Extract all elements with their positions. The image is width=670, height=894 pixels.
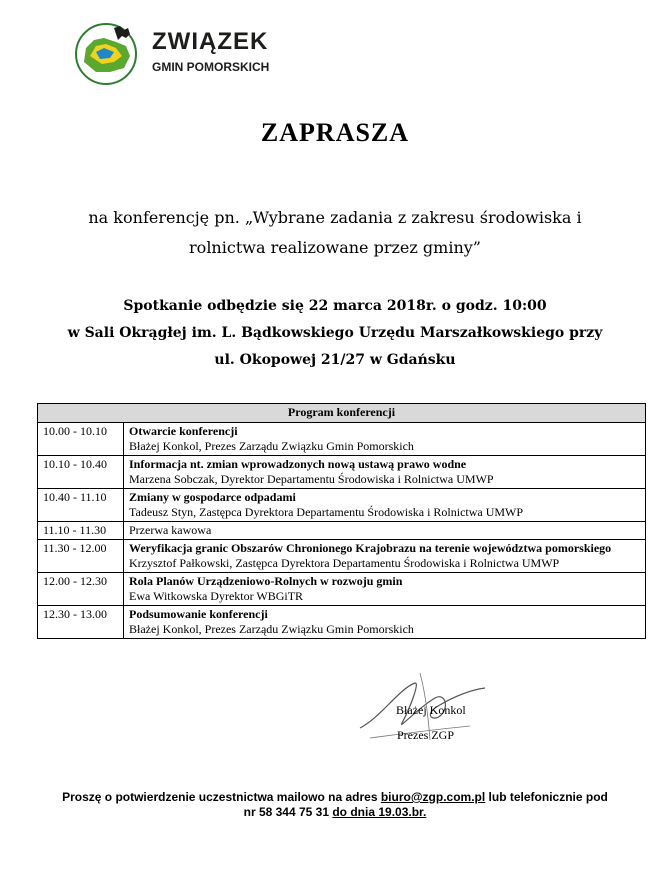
session-title: Otwarcie konferencji	[129, 424, 238, 438]
session-details	[124, 456, 646, 489]
session-details	[124, 522, 646, 540]
org-name-line1: ZWIĄZEK	[152, 28, 269, 55]
session-speaker: Błażej Konkol, Prezes Zarządu Związku Gmin Pomorskich	[129, 439, 414, 453]
session-speaker: Tadeusz Styn, Zastępca Dyrektora Departamentu Środowiska i Rolnictwa UMWP	[129, 505, 524, 519]
program-header: Program konferencji	[38, 404, 646, 423]
meeting-date: Spotkanie odbędzie się 22 marca 2018r. o godz. 10:00	[123, 298, 547, 314]
session-details	[124, 606, 646, 639]
meeting-address: ul. Okopowej 21/27 w Gdańsku	[214, 352, 456, 368]
session-speaker: Krzysztof Pałkowski, Zastępca Dyrektora Departamentu Środowiska i Rolnictwa UMWP	[129, 556, 560, 570]
program-header-row	[38, 404, 646, 423]
session-time: 12.30 - 13.00	[38, 606, 124, 639]
rsvp-line2	[0, 805, 670, 819]
table-row	[38, 522, 646, 540]
conference-name-line2: rolnictwa realizowane przez gminy”	[189, 238, 481, 257]
pomerania-map-griffin-icon	[72, 22, 152, 86]
session-speaker: Ewa Witkowska Dyrektor WBGiTR	[129, 589, 304, 603]
session-title: Rola Planów Urządzeniowo-Rolnych w rozwoju gmin	[129, 574, 403, 588]
session-title: Weryfikacja granic Obszarów Chronionego Krajobrazu na terenie województwa pomorskiego	[129, 541, 612, 555]
table-row	[38, 489, 646, 522]
session-time: 11.10 - 11.30	[38, 522, 124, 540]
session-details	[124, 489, 646, 522]
meeting-venue: w Sali Okrągłej im. L. Bądkowskiego Urzędu Marszałkowskiego przy	[67, 325, 603, 341]
session-details	[124, 423, 646, 456]
logo	[72, 22, 292, 86]
session-speaker: Marzena Sobczak, Dyrektor Departamentu Środowiska i Rolnictwa UMWP	[129, 472, 494, 486]
session-title: Zmiany w gospodarce odpadami	[129, 490, 296, 504]
table-row	[38, 573, 646, 606]
table-row	[38, 606, 646, 639]
session-speaker: Błażej Konkol, Prezes Zarządu Związku Gmin Pomorskich	[129, 622, 414, 636]
rsvp-text-phone: lub telefonicznie pod	[485, 790, 608, 804]
rsvp-deadline: do dnia 19.03.br.	[332, 805, 427, 819]
session-details	[124, 573, 646, 606]
session-time: 11.30 - 12.00	[38, 540, 124, 573]
session-time: 10.40 - 11.10	[38, 489, 124, 522]
program-table	[37, 403, 646, 639]
rsvp-email-link[interactable]: biuro@zgp.com.pl	[380, 790, 486, 804]
signatory-name: Błażej Konkol	[396, 703, 466, 717]
session-details	[124, 540, 646, 573]
conference-name-line1: na konferencję pn. „Wybrane zadania z zakresu środowiska i	[88, 208, 582, 227]
table-row	[38, 423, 646, 456]
table-row	[38, 540, 646, 573]
session-title: Przerwa kawowa	[129, 523, 212, 537]
session-time: 10.00 - 10.10	[38, 423, 124, 456]
rsvp-line1	[0, 790, 670, 804]
rsvp-phone: nr 58 344 75 31	[243, 805, 333, 819]
rsvp-text: Proszę o potwierdzenie uczestnictwa mailowo na adres	[62, 790, 381, 804]
session-time: 10.10 - 10.40	[38, 456, 124, 489]
signatory-role: Prezes ZGP	[397, 728, 454, 742]
session-title: Informacja nt. zmian wprowadzonych nową ustawą prawo wodne	[129, 457, 467, 471]
session-time: 12.00 - 12.30	[38, 573, 124, 606]
session-title: Podsumowanie konferencji	[129, 607, 268, 621]
org-name-line2: GMIN POMORSKICH	[152, 60, 270, 74]
table-row	[38, 456, 646, 489]
page-title: ZAPRASZA	[260, 118, 410, 147]
